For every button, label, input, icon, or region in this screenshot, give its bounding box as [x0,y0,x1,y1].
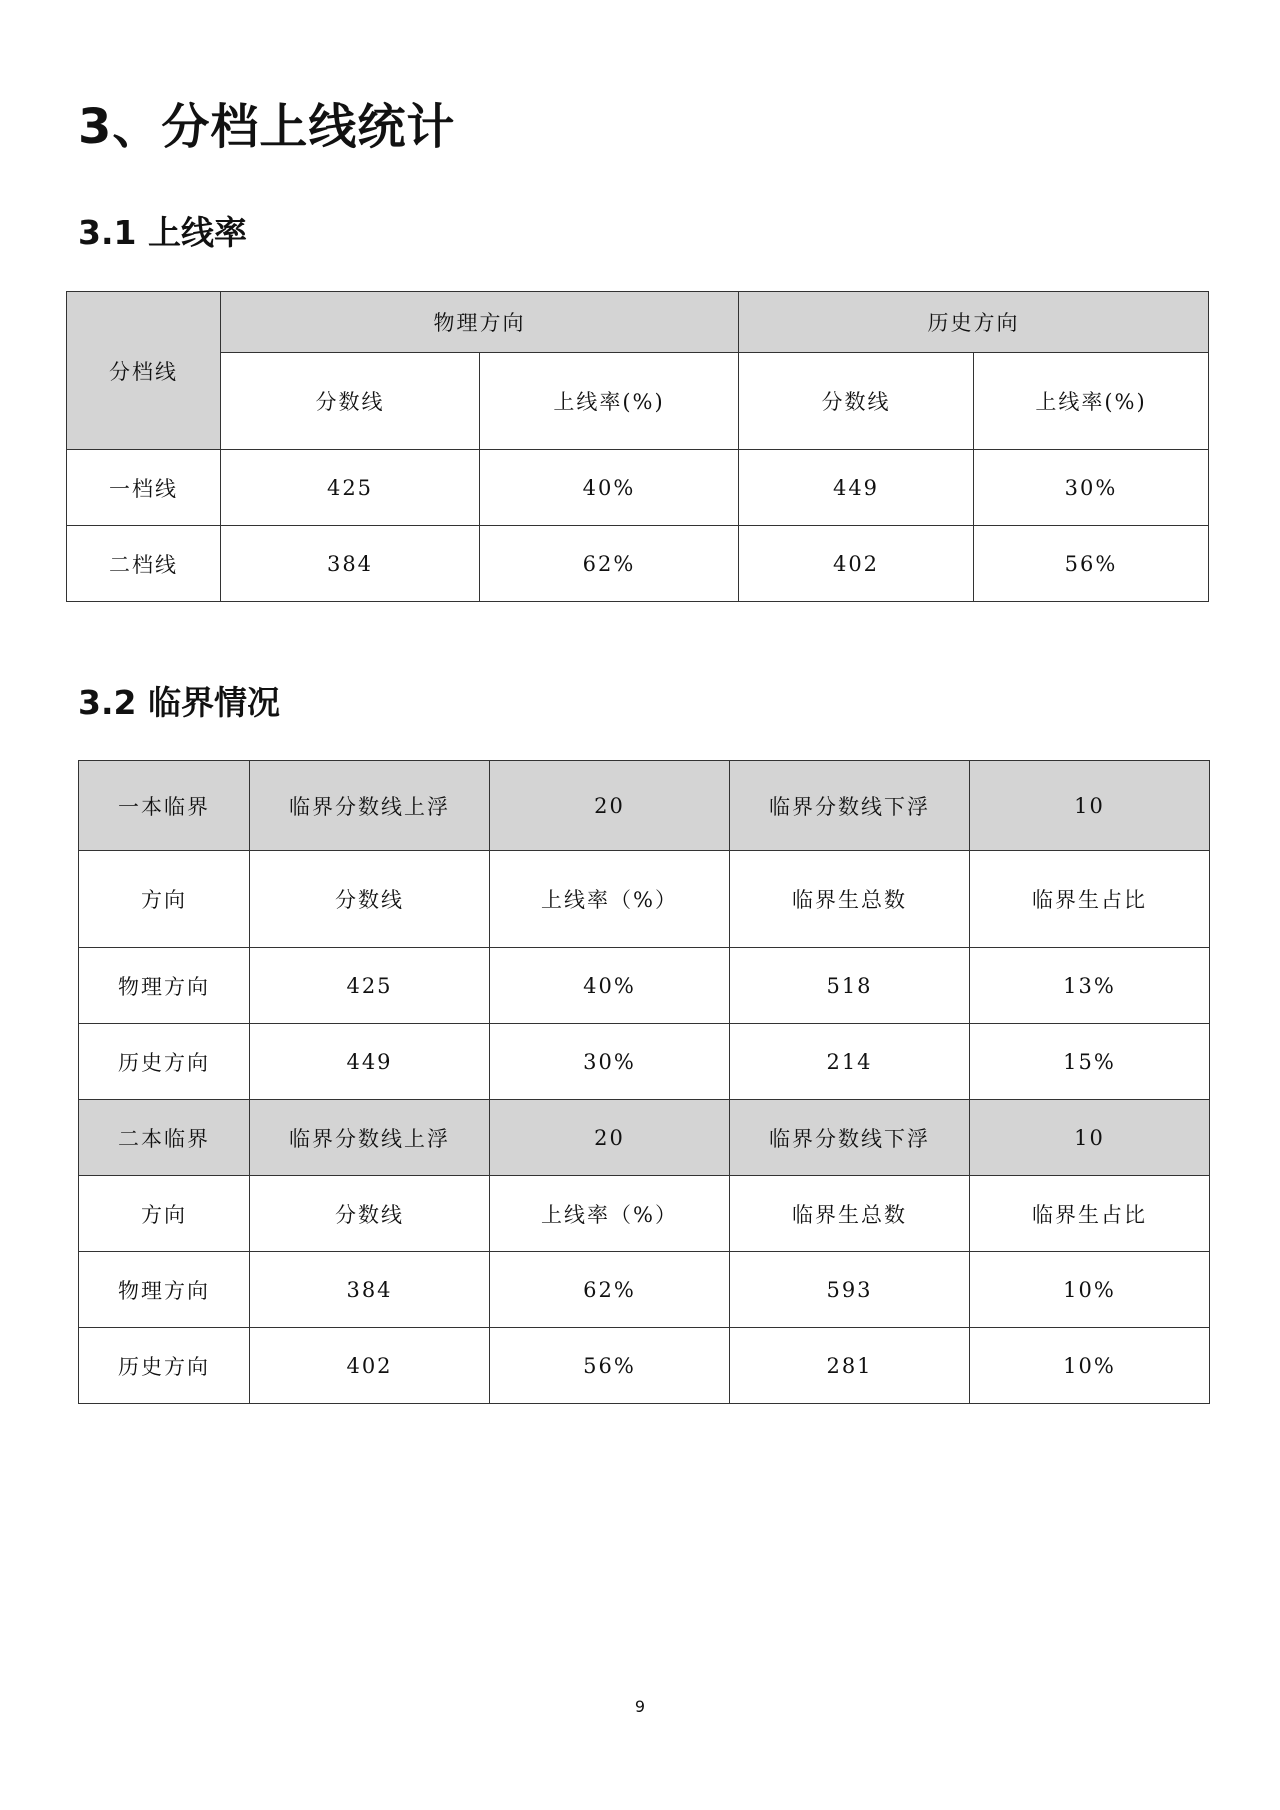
table-cell: 56% [974,526,1209,602]
column-header-row [79,1176,1210,1252]
row-label: 二档线 [67,526,221,602]
table-cell: 449 [250,1024,490,1100]
block-header-row [79,1100,1210,1176]
table-cell: 402 [739,526,974,602]
header-cell: 10 [970,761,1210,851]
table-cell: 281 [730,1328,970,1404]
page-number: 9 [634,1697,646,1716]
table-cell: 物理方向 [79,948,250,1024]
pass-rate-table [66,291,1209,602]
table-cell: 402 [250,1328,490,1404]
header-cell: 20 [490,1100,730,1176]
table-row [67,526,1209,602]
group-header-history: 历史方向 [739,292,1209,353]
table-cell: 384 [250,1252,490,1328]
table-cell: 历史方向 [79,1328,250,1404]
table-cell: 214 [730,1024,970,1100]
section-title-critical: 3.2 临界情况 [78,683,280,722]
column-header: 分数线 [250,851,490,948]
column-header: 方向 [79,851,250,948]
column-header: 上线率（%） [490,851,730,948]
block-title: 二本临界 [79,1100,250,1176]
table-cell: 30% [974,450,1209,526]
table-row [79,948,1210,1024]
header-cell: 10 [970,1100,1210,1176]
table-cell: 10% [970,1328,1210,1404]
row-label: 一档线 [67,450,221,526]
table-cell: 56% [490,1328,730,1404]
table-cell: 15% [970,1024,1210,1100]
table-cell: 10% [970,1252,1210,1328]
column-header: 临界生总数 [730,851,970,948]
header-cell: 临界分数线上浮 [250,761,490,851]
header-cell: 临界分数线上浮 [250,1100,490,1176]
table-row [79,1024,1210,1100]
table-cell: 518 [730,948,970,1024]
table-cell: 62% [490,1252,730,1328]
table-row [67,450,1209,526]
sub-header: 分数线 [739,353,974,450]
header-cell: 临界分数线下浮 [730,1100,970,1176]
table-cell: 30% [490,1024,730,1100]
column-header: 分数线 [250,1176,490,1252]
sub-header: 分数线 [221,353,480,450]
table-row [79,1328,1210,1404]
table-cell: 425 [250,948,490,1024]
sub-header: 上线率(%) [974,353,1209,450]
table-cell: 593 [730,1252,970,1328]
table-cell: 40% [490,948,730,1024]
table-cell: 384 [221,526,480,602]
table-cell: 449 [739,450,974,526]
section-title-pass-rate: 3.1 上线率 [78,213,247,252]
block-title: 一本临界 [79,761,250,851]
column-header: 临界生占比 [970,851,1210,948]
table-cell: 425 [221,450,480,526]
header-cell: 20 [490,761,730,851]
column-header: 上线率（%） [490,1176,730,1252]
column-header-row [79,851,1210,948]
page-heading: 3、分档上线统计 [78,99,456,155]
column-header: 临界生总数 [730,1176,970,1252]
table-cell: 40% [480,450,739,526]
column-header: 临界生占比 [970,1176,1210,1252]
block-header-row [79,761,1210,851]
group-header-physics: 物理方向 [221,292,739,353]
header-cell: 临界分数线下浮 [730,761,970,851]
column-header: 方向 [79,1176,250,1252]
sub-header: 上线率(%) [480,353,739,450]
table-cell: 物理方向 [79,1252,250,1328]
table-cell: 62% [480,526,739,602]
critical-table [78,760,1210,1404]
table-cell: 13% [970,948,1210,1024]
table-row [79,1252,1210,1328]
corner-header: 分档线 [67,292,221,450]
table-cell: 历史方向 [79,1024,250,1100]
